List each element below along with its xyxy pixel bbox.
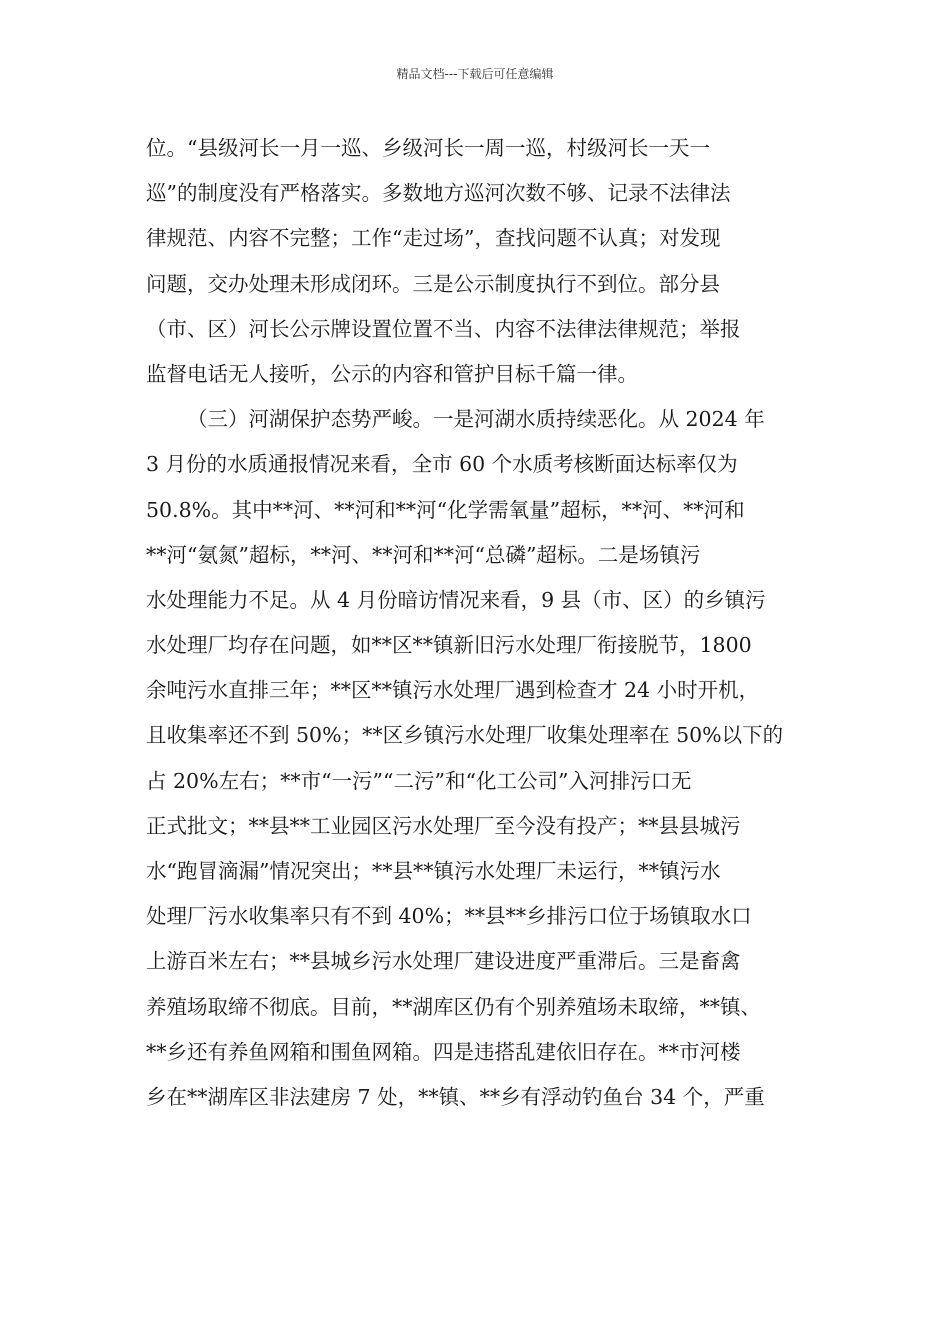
text-line: 处理厂污水收集率只有不到 40%；**县**乡排污口位于场镇取水口 <box>146 904 752 929</box>
text-line: 监督电话无人接听，公示的内容和管护目标千篇一律。 <box>146 361 638 386</box>
text-line: 问题，交办处理未形成闭环。三是公示制度执行不到位。部分县 <box>146 271 720 296</box>
text-line: 且收集率还不到 50%；**区乡镇污水处理厂收集处理率在 50%以下的 <box>146 723 784 748</box>
text-line: 水“跑冒滴漏”情况突出；**县**镇污水处理厂未运行，**镇污水 <box>146 859 721 883</box>
text-line: 正式批文；**县**工业园区污水处理厂至今没有投产；**县县城污 <box>146 813 741 838</box>
text-line: 上游百米左右；**县城乡污水处理厂建设进度严重滞后。三是畜禽 <box>146 949 741 974</box>
text-line: 50.8%。其中**河、**河和**河“化学需氧量”超标，**河、**河和 <box>146 497 745 522</box>
text-line: 余吨污水直排三年；**区**镇污水处理厂遇到检查才 24 小时开机， <box>146 678 760 703</box>
text-line: 乡在**湖库区非法建房 7 处，**镇、**乡有浮动钓鱼台 34 个，严重 <box>146 1084 765 1109</box>
text-line: 巡”的制度没有严格落实。多数地方巡河次数不够、记录不法律法 <box>146 181 731 206</box>
text-line: **河“氨氮”超标，**河、**河和**河“总磷”超标。二是场镇污 <box>146 542 701 567</box>
text-line: 位。“县级河长一月一巡、乡级河长一周一巡，村级河长一天一 <box>146 136 710 160</box>
text-line: 水处理厂均存在问题，如**区**镇新旧污水处理厂衔接脱节，1800 <box>146 633 752 658</box>
text-line: 养殖场取缔不彻底。目前，**湖库区仍有个别养殖场未取缔，**镇、 <box>146 994 761 1019</box>
text-line: 3 月份的水质通报情况来看，全市 60 个水质考核断面达标率仅为 <box>146 452 738 477</box>
document-body <box>146 126 816 1120</box>
page-header: 精品文档---下载后可任意编辑 <box>396 67 554 81</box>
text-line: 水处理能力不足。从 4 月份暗访情况来看，9 县（市、区）的乡镇污 <box>146 587 766 612</box>
text-line: 占 20%左右；**市“一污”“二污”和“化工公司”入河排污口无 <box>146 768 692 793</box>
text-line: 律规范、内容不完整；工作“走过场”，查找问题不认真；对发现 <box>146 226 721 251</box>
text-line: （市、区）河长公示牌设置位置不当、内容不法律法律规范；举报 <box>146 316 741 341</box>
text-line: **乡还有养鱼网箱和围鱼网箱。四是违搭乱建依旧存在。**市河楼 <box>146 1039 741 1064</box>
section-heading-line: （三）河湖保护态势严峻。一是河湖水质持续恶化。从 2024 年 <box>187 407 765 432</box>
